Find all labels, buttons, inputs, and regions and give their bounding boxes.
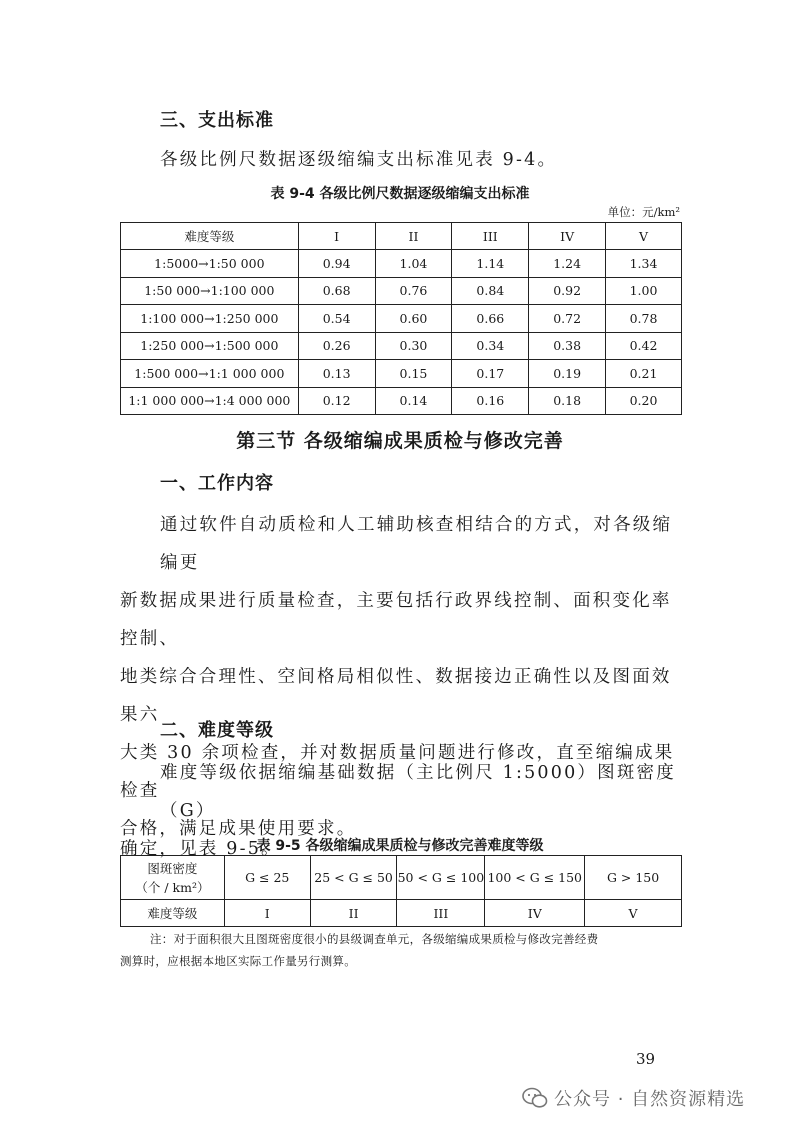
- scale-cell: 1:100 000→1:250 000: [121, 305, 299, 333]
- grade-cell: V: [585, 900, 682, 927]
- header-cell: IV: [529, 223, 606, 250]
- value-cell: 1.34: [606, 250, 682, 278]
- table-9-5: [120, 855, 682, 927]
- value-cell: 0.18: [529, 387, 606, 415]
- density-label: 图斑密度: [147, 860, 198, 876]
- value-cell: 0.66: [452, 305, 529, 333]
- header-cell: III: [452, 223, 529, 250]
- density-cell: 100 < G ≤ 150: [485, 856, 585, 900]
- density-cell: G > 150: [585, 856, 682, 900]
- table-9-4: [120, 222, 682, 415]
- scale-cell: 1:1 000 000→1:4 000 000: [121, 387, 299, 415]
- header-cell: I: [298, 223, 375, 250]
- value-cell: 0.30: [375, 332, 452, 360]
- value-cell: 0.42: [606, 332, 682, 360]
- header-cell: II: [375, 223, 452, 250]
- density-cell: G ≤ 25: [224, 856, 310, 900]
- value-cell: 0.15: [375, 360, 452, 388]
- note-line: 注：对于面积很大且图斑密度很小的县级调查单元，各级缩编成果质检与修改完善经费: [150, 932, 599, 946]
- grade-cell: III: [397, 900, 485, 927]
- paragraph-line: 确定，见表 9-5。: [120, 839, 281, 859]
- paragraph-line: 大类 30 余项检查，并对数据质量问题进行修改，直至缩编成果检查: [120, 743, 675, 801]
- table-row: [121, 277, 682, 305]
- watermark: [522, 1085, 745, 1111]
- table-row: [121, 305, 682, 333]
- heading-work-content: 一、工作内容: [160, 473, 274, 494]
- value-cell: 1.04: [375, 250, 452, 278]
- value-cell: 0.76: [375, 277, 452, 305]
- table-row: [121, 332, 682, 360]
- heading-difficulty-level: 二、难度等级: [160, 720, 274, 741]
- grade-cell: II: [310, 900, 397, 927]
- intro-paragraph: 各级比例尺数据逐级缩编支出标准见表 9-4。: [160, 150, 558, 170]
- density-label-cell: [121, 856, 225, 900]
- value-cell: 0.60: [375, 305, 452, 333]
- table-note: [120, 928, 710, 972]
- value-cell: 0.20: [606, 387, 682, 415]
- value-cell: 0.13: [298, 360, 375, 388]
- scale-cell: 1:5000→1:50 000: [121, 250, 299, 278]
- value-cell: 0.19: [529, 360, 606, 388]
- paragraph-line: 地类综合合理性、空间格局相似性、数据接边正确性以及图面效果六: [120, 667, 672, 725]
- density-unit: （个 / km²）: [135, 879, 210, 895]
- value-cell: 1.00: [606, 277, 682, 305]
- table-9-4-caption: 表 9-4 各级比例尺数据逐级缩编支出标准: [270, 186, 530, 202]
- watermark-text: 公众号 · 自然资源精选: [554, 1089, 746, 1110]
- value-cell: 0.17: [452, 360, 529, 388]
- scale-cell: 1:50 000→1:100 000: [121, 277, 299, 305]
- page-number: 39: [636, 1050, 656, 1068]
- grade-cell: IV: [485, 900, 585, 927]
- value-cell: 0.21: [606, 360, 682, 388]
- value-cell: 1.24: [529, 250, 606, 278]
- paragraph-line: 新数据成果进行质量检查，主要包括行政界线控制、面积变化率控制、: [120, 591, 672, 649]
- grade-row: [121, 900, 682, 927]
- table-row: [121, 387, 682, 415]
- value-cell: 0.26: [298, 332, 375, 360]
- table-9-5-caption: 表 9-5 各级缩编成果质检与修改完善难度等级: [256, 838, 544, 854]
- scale-cell: 1:500 000→1:1 000 000: [121, 360, 299, 388]
- table-9-4-unit: 单位：元/km²: [607, 205, 680, 219]
- density-cell: 25 < G ≤ 50: [310, 856, 397, 900]
- value-cell: 0.14: [375, 387, 452, 415]
- value-cell: 0.54: [298, 305, 375, 333]
- table-row: [121, 360, 682, 388]
- value-cell: 0.94: [298, 250, 375, 278]
- density-cell: 50 < G ≤ 100: [397, 856, 485, 900]
- value-cell: 0.84: [452, 277, 529, 305]
- header-cell: 难度等级: [121, 223, 299, 250]
- table-row: [121, 250, 682, 278]
- section-title: 第三节 各级缩编成果质检与修改完善: [236, 430, 564, 452]
- header-cell: V: [606, 223, 682, 250]
- table-header-row: [121, 223, 682, 250]
- grade-cell: I: [224, 900, 310, 927]
- value-cell: 0.78: [606, 305, 682, 333]
- density-row: [121, 856, 682, 900]
- scale-cell: 1:250 000→1:500 000: [121, 332, 299, 360]
- value-cell: 0.68: [298, 277, 375, 305]
- note-line: 测算时，应根据本地区实际工作量另行测算。: [120, 954, 356, 968]
- value-cell: 0.72: [529, 305, 606, 333]
- value-cell: 0.92: [529, 277, 606, 305]
- value-cell: 0.12: [298, 387, 375, 415]
- wechat-icon: [522, 1087, 548, 1109]
- grade-label-cell: 难度等级: [121, 900, 225, 927]
- value-cell: 0.16: [452, 387, 529, 415]
- value-cell: 0.38: [529, 332, 606, 360]
- paragraph-line: 通过软件自动质检和人工辅助核查相结合的方式，对各级缩编更: [160, 515, 673, 573]
- value-cell: 0.34: [452, 332, 529, 360]
- paragraph-line: 合格，满足成果使用要求。: [120, 819, 357, 839]
- value-cell: 1.14: [452, 250, 529, 278]
- heading-expense-standard: 三、支出标准: [160, 110, 274, 131]
- paragraph-line: 难度等级依据缩编基础数据（主比例尺 1:5000）图斑密度（G）: [160, 763, 676, 821]
